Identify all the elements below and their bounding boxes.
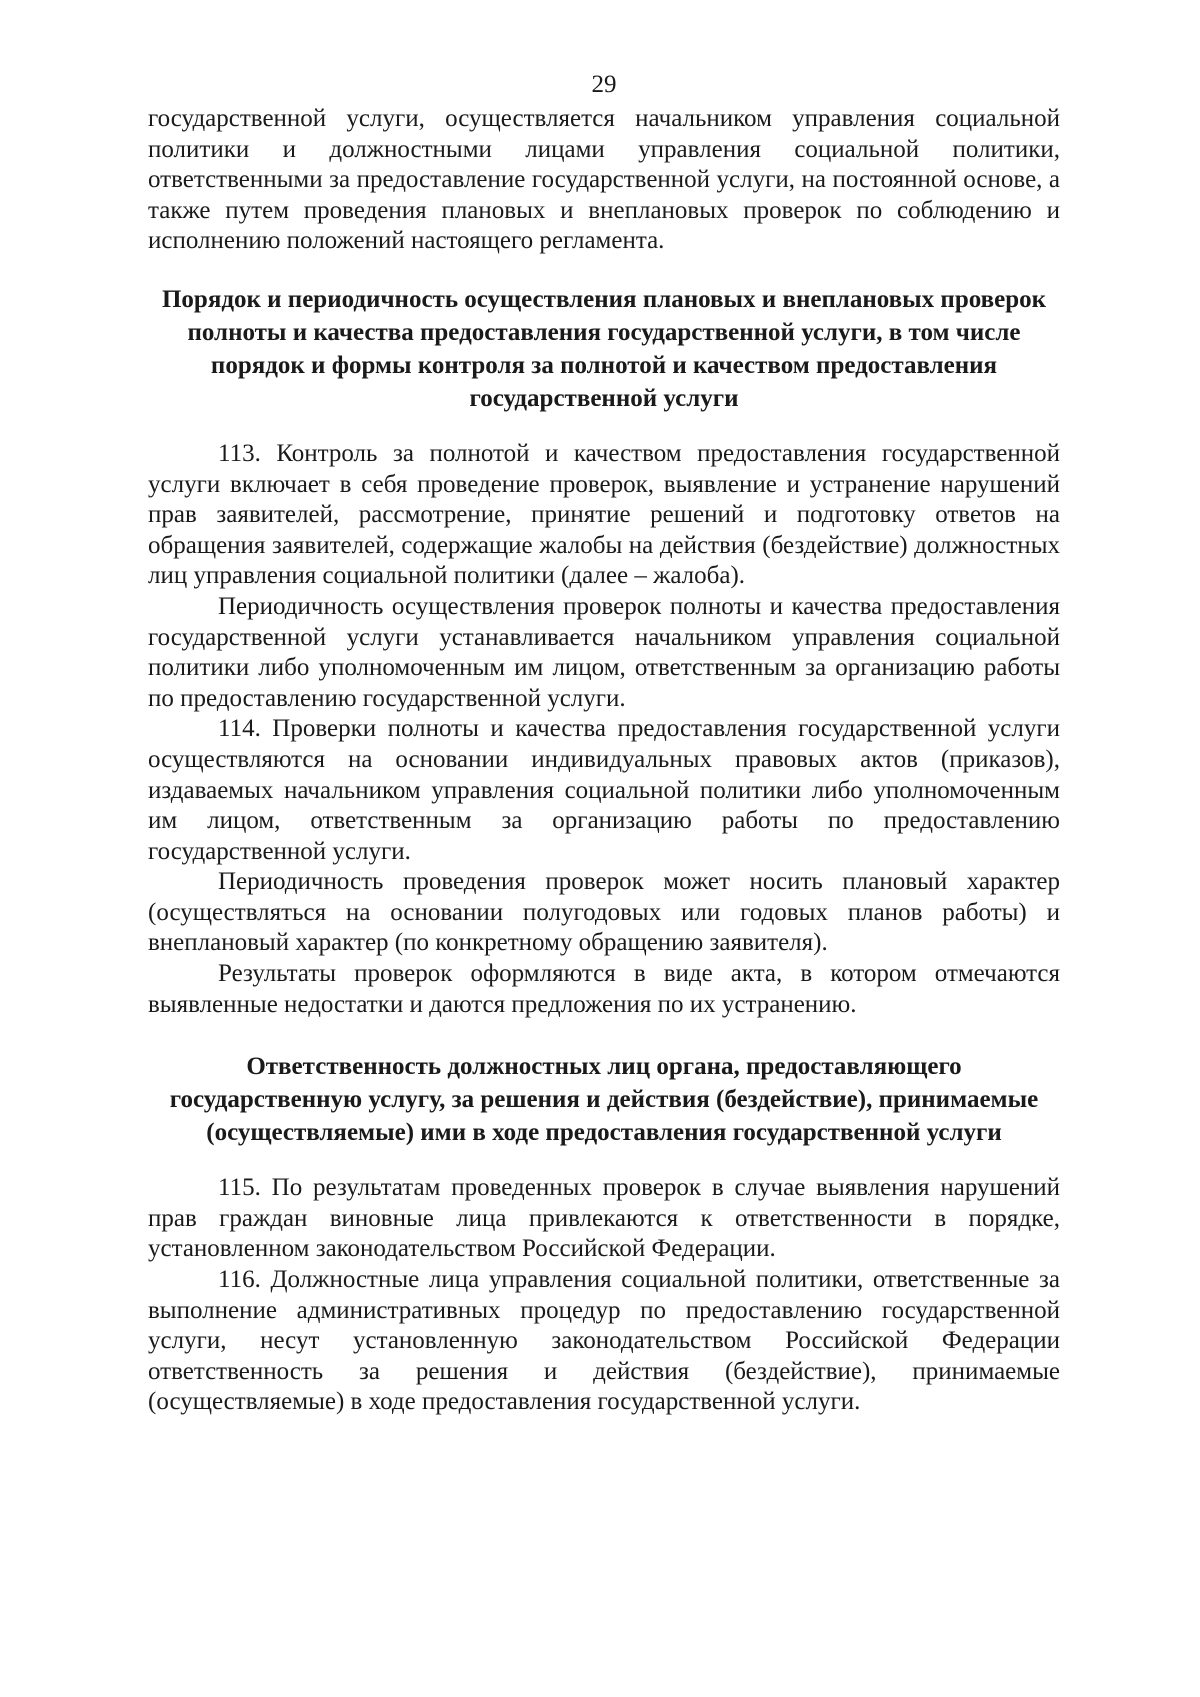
page-number: 29	[591, 71, 617, 98]
paragraph-check-results: Результаты проверок оформляются в виде акта, в котором отмечаются выявленные недостатки и даются предложения по их устранению.	[148, 960, 1060, 1018]
paragraph-periodicity: Периодичность осуществления проверок полноты и качества предоставления государственной услуги устанавливается начальником управления социальной политики либо уполномоченным им лицом, ответственным за организацию работы по предоставлению государственной услуги.	[148, 592, 1060, 712]
paragraph-116: 116. Должностные лица управления социальной политики, ответственные за выполнение административных процедур по предоставлению государственной услуги, несут установленную законодательством Российской Федерации ответственность за решения и действия (бездействие), принимаемые (осуществляемые) в ходе предоставления государственной услуги.	[148, 1266, 1060, 1416]
paragraph-114: 114. Проверки полноты и качества предоставления государственной услуги осуществляются на основании индивидуальных правовых актов (приказов), издаваемых начальником управления социальной политики либо уполномоченным им лицом, ответственным за организацию работы по предоставлению государственной услуги.	[148, 715, 1060, 865]
section-heading: Ответственность должностных лиц органа, предоставляющего государственную услугу, за решения и действия (бездействие), принимаемые (осуществляемые) ими в ходе предоставления государственной услуги	[169, 1053, 1039, 1147]
document-page	[148, 70, 1060, 1670]
intro-paragraph: государственной услуги, осуществляется начальником управления социальной политики и должностными лицами управления социальной политики, ответственными за предоставление государственной услуги, на постоянной основе, а также путем проведения плановых и внеплановых проверок по соблюдению и исполнению положений настоящего регламента.	[148, 105, 1060, 255]
paragraph-115: 115. По результатам проведенных проверок в случае выявления нарушений прав граждан виновные лица привлекаются к ответственности в порядке, установленном законодательством Российской Федерации.	[148, 1174, 1060, 1263]
paragraph-113: 113. Контроль за полнотой и качеством предоставления государственной услуги включает в себя проведение проверок, выявление и устранение нарушений прав заявителей, рассмотрение, принятие решений и подготовку ответов на обращения заявителей, содержащие жалобы на действия (бездействие) должностных лиц управления социальной политики (далее – жалоба).	[148, 439, 1060, 590]
paragraph-check-periodicity: Периодичность проведения проверок может носить плановый характер (осуществляться на основании полугодовых или годовых планов работы) и внеплановый характер (по конкретному обращению заявителя).	[148, 868, 1060, 957]
section-heading: Порядок и периодичность осуществления плановых и внеплановых проверок полноты и качества предоставления государственной услуги, в том числе порядок и формы контроля за полнотой и качеством предоставления государственной услуги	[161, 285, 1047, 412]
